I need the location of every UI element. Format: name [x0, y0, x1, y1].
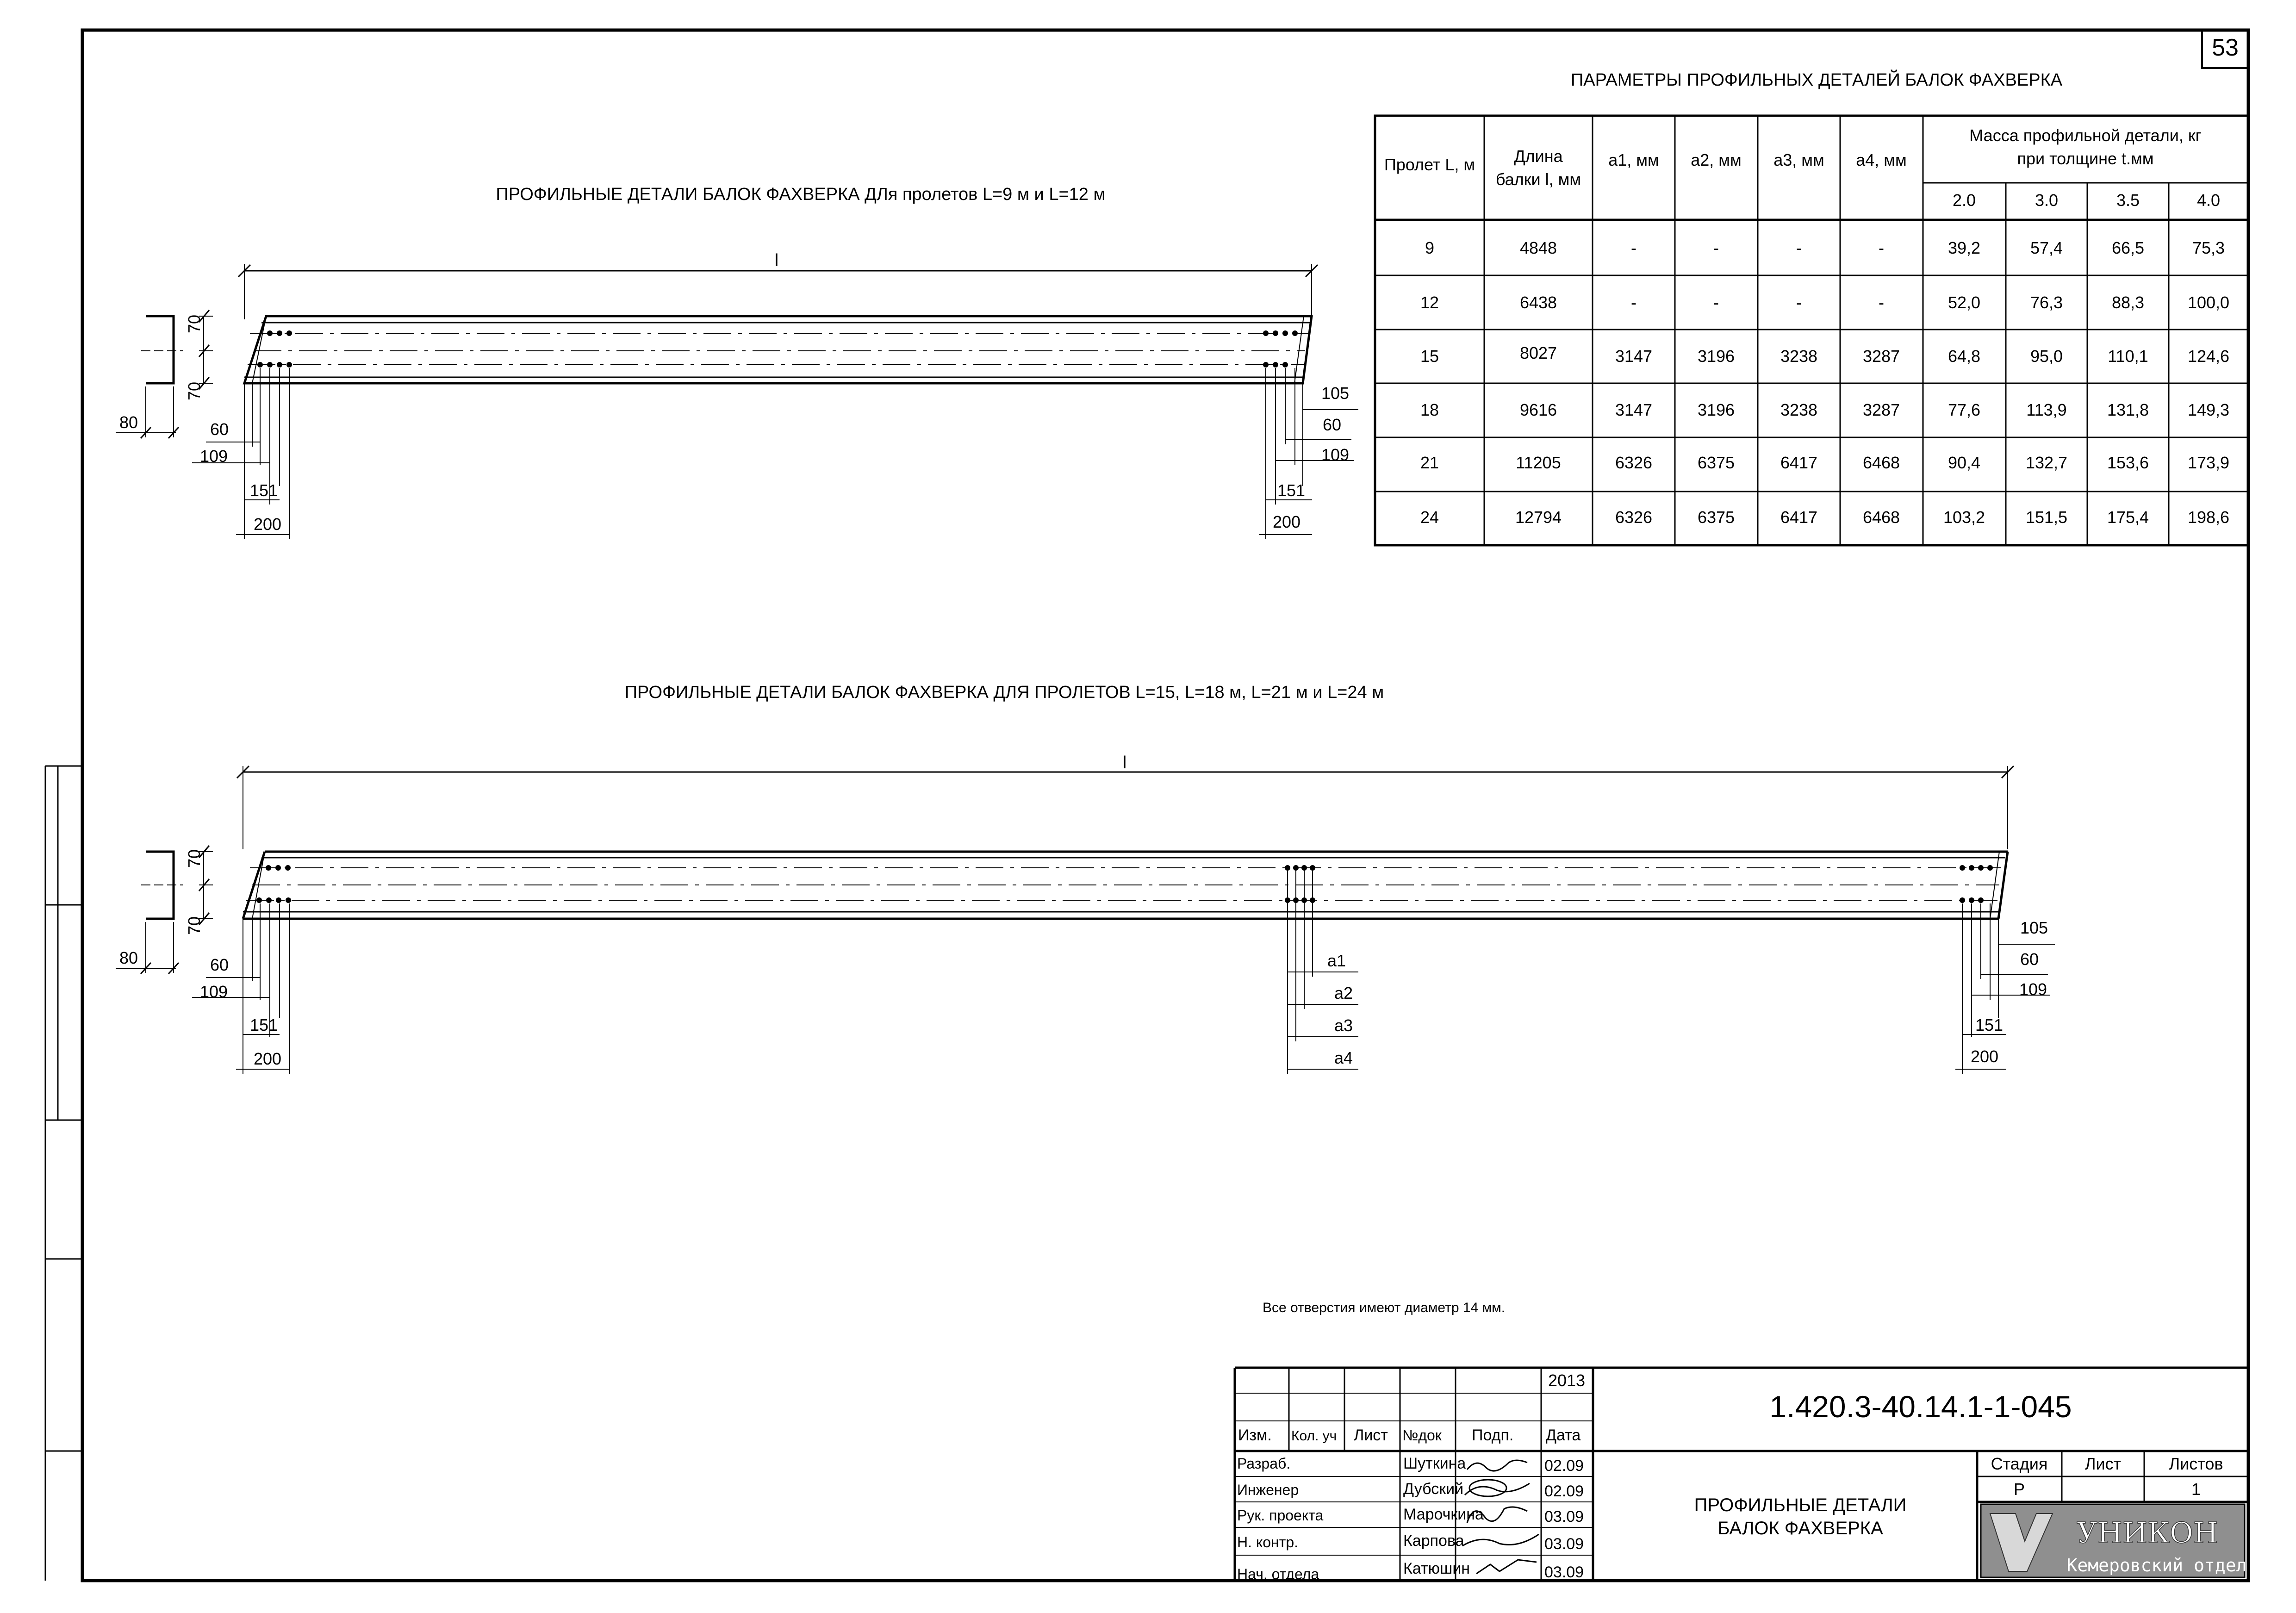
header-length-2: балки l, мм — [1495, 170, 1581, 189]
svg-text:109: 109 — [2019, 980, 2047, 999]
svg-text:-: - — [1631, 238, 1636, 257]
svg-text:6375: 6375 — [1697, 453, 1735, 472]
header-mass-1: Масса профильной детали, кг — [1969, 126, 2202, 145]
svg-text:3147: 3147 — [1615, 347, 1653, 366]
svg-text:6438: 6438 — [1519, 293, 1557, 312]
svg-text:6326: 6326 — [1615, 508, 1653, 527]
svg-text:9: 9 — [1425, 238, 1435, 257]
svg-text:03.09: 03.09 — [1544, 1508, 1584, 1526]
svg-text:03.09: 03.09 — [1544, 1563, 1584, 1581]
svg-text:151: 151 — [1277, 481, 1306, 500]
svg-text:39,2: 39,2 — [1948, 238, 1981, 257]
svg-text:Карпова: Карпова — [1403, 1532, 1464, 1550]
svg-text:70: 70 — [185, 849, 204, 868]
svg-text:3147: 3147 — [1615, 400, 1653, 419]
svg-text:8027: 8027 — [1519, 343, 1557, 362]
svg-text:-: - — [1879, 293, 1884, 312]
svg-text:64,8: 64,8 — [1948, 347, 1981, 366]
svg-text:11205: 11205 — [1516, 453, 1561, 472]
svg-text:12: 12 — [1420, 293, 1439, 312]
header-mass-2: при толщине t.мм — [2017, 149, 2154, 168]
svg-text:110,1: 110,1 — [2108, 347, 2148, 366]
svg-text:Кол. уч: Кол. уч — [1291, 1428, 1337, 1444]
svg-text:-: - — [1796, 238, 1802, 257]
holes-note: Все отверстия имеют диаметр 14 мм. — [1263, 1300, 1506, 1315]
svg-text:70: 70 — [185, 314, 204, 334]
svg-text:a2: a2 — [1334, 984, 1353, 1003]
svg-text:15: 15 — [1420, 347, 1439, 366]
svg-text:80: 80 — [119, 413, 138, 432]
svg-text:Нач. отдела: Нач. отдела — [1237, 1566, 1319, 1582]
svg-text:l: l — [1122, 753, 1127, 772]
svg-text:Дата: Дата — [1546, 1426, 1581, 1444]
svg-text:105: 105 — [2020, 918, 2048, 937]
svg-text:3287: 3287 — [1862, 347, 1900, 366]
svg-text:3238: 3238 — [1780, 347, 1818, 366]
svg-text:77,6: 77,6 — [1948, 400, 1981, 419]
svg-text:76,3: 76,3 — [2030, 293, 2063, 312]
svg-text:95,0: 95,0 — [2030, 347, 2063, 366]
svg-text:24: 24 — [1420, 508, 1439, 527]
svg-text:200: 200 — [253, 515, 282, 534]
svg-text:198,6: 198,6 — [2187, 508, 2230, 527]
svg-text:109: 109 — [199, 447, 228, 466]
header-t-4-0: 4.0 — [2196, 191, 2221, 210]
svg-text:Дубский: Дубский — [1403, 1480, 1464, 1498]
company-name: УНИКОН — [2077, 1516, 2218, 1550]
params-table-title: ПАРАМЕТРЫ ПРОФИЛЬНЫХ ДЕТАЛЕЙ БАЛОК ФАХВЕРКА — [1570, 70, 2063, 90]
svg-text:l: l — [774, 251, 779, 270]
svg-text:60: 60 — [210, 955, 229, 974]
svg-text:60: 60 — [1322, 415, 1342, 434]
svg-text:Инженер: Инженер — [1237, 1482, 1299, 1498]
svg-text:109: 109 — [199, 982, 228, 1001]
svg-text:113,9: 113,9 — [2026, 400, 2067, 419]
company-dept: Кемеровский отдел — [2066, 1555, 2247, 1576]
svg-text:6375: 6375 — [1697, 508, 1735, 527]
doc-title-2: БАЛОК ФАХВЕРКА — [1717, 1518, 1883, 1538]
header-a4: a4, мм — [1856, 150, 1907, 169]
svg-text:3196: 3196 — [1697, 347, 1735, 366]
svg-text:-: - — [1879, 238, 1884, 257]
doc-code: 1.420.3-40.14.1-1-045 — [1769, 1389, 2072, 1424]
drawing-title-short-spans: ПРОФИЛЬНЫЕ ДЕТАЛИ БАЛОК ФАХВЕРКА ДЛя пролетов L=9 м и L=12 м — [496, 185, 1106, 204]
svg-text:9616: 9616 — [1519, 400, 1557, 419]
svg-text:02.09: 02.09 — [1544, 1457, 1584, 1475]
svg-text:57,4: 57,4 — [2030, 238, 2063, 257]
svg-text:173,9: 173,9 — [2187, 453, 2230, 472]
svg-text:Катюшин: Катюшин — [1403, 1560, 1470, 1577]
svg-text:149,3: 149,3 — [2187, 400, 2230, 419]
svg-text:132,7: 132,7 — [2025, 453, 2068, 472]
svg-text:Изм.: Изм. — [1238, 1426, 1272, 1444]
svg-text:70: 70 — [185, 381, 204, 401]
header-a2: a2, мм — [1691, 150, 1742, 169]
svg-text:Марочкина: Марочкина — [1403, 1506, 1484, 1523]
svg-text:52,0: 52,0 — [1948, 293, 1981, 312]
svg-text:200: 200 — [253, 1049, 282, 1068]
company-logo — [1981, 1504, 2246, 1577]
svg-text:151,5: 151,5 — [2025, 508, 2068, 527]
svg-text:75,3: 75,3 — [2192, 238, 2225, 257]
header-a1: a1, мм — [1608, 150, 1659, 169]
svg-text:60: 60 — [2020, 950, 2039, 969]
svg-text:175,4: 175,4 — [2107, 508, 2149, 527]
svg-text:-: - — [1631, 293, 1636, 312]
svg-text:60: 60 — [210, 420, 229, 439]
svg-text:70: 70 — [185, 916, 204, 935]
svg-text:-: - — [1796, 293, 1802, 312]
svg-text:105: 105 — [1321, 384, 1350, 403]
svg-text:-: - — [1713, 238, 1719, 257]
svg-text:a4: a4 — [1334, 1048, 1353, 1067]
svg-text:1: 1 — [2191, 1480, 2201, 1499]
header-length-1: Длина — [1514, 147, 1563, 166]
svg-text:21: 21 — [1420, 453, 1439, 472]
header-a3: a3, мм — [1773, 150, 1824, 169]
svg-text:a1: a1 — [1327, 951, 1346, 970]
svg-text:18: 18 — [1420, 400, 1439, 419]
svg-text:103,2: 103,2 — [1943, 508, 1985, 527]
svg-text:3238: 3238 — [1780, 400, 1818, 419]
year: 2013 — [1548, 1371, 1586, 1390]
svg-text:109: 109 — [1321, 445, 1350, 464]
svg-text:200: 200 — [1272, 512, 1301, 531]
svg-text:Лист: Лист — [2084, 1454, 2122, 1473]
svg-text:131,8: 131,8 — [2107, 400, 2149, 419]
svg-text:124,6: 124,6 — [2187, 347, 2230, 366]
svg-text:Шуткина: Шуткина — [1403, 1455, 1466, 1472]
svg-text:88,3: 88,3 — [2111, 293, 2145, 312]
svg-text:6468: 6468 — [1862, 508, 1900, 527]
svg-text:100,0: 100,0 — [2187, 293, 2230, 312]
svg-text:6417: 6417 — [1780, 508, 1818, 527]
svg-text:03.09: 03.09 — [1544, 1535, 1584, 1553]
svg-text:Р: Р — [2013, 1480, 2025, 1499]
svg-text:Н. контр.: Н. контр. — [1237, 1534, 1299, 1551]
svg-text:6417: 6417 — [1780, 453, 1818, 472]
svg-text:153,6: 153,6 — [2107, 453, 2149, 472]
drawing-title-long-spans: ПРОФИЛЬНЫЕ ДЕТАЛИ БАЛОК ФАХВЕРКА ДЛЯ ПРОЛЕТОВ L=15, L=18 м, L=21 м и L=24 м — [624, 683, 1384, 702]
header-span: Пролет L, м — [1384, 155, 1475, 174]
header-t-2-0: 2.0 — [1952, 191, 1976, 210]
svg-text:Стадия: Стадия — [1991, 1454, 2048, 1473]
svg-text:4848: 4848 — [1519, 238, 1557, 257]
svg-text:80: 80 — [119, 948, 138, 967]
svg-text:200: 200 — [1970, 1047, 1999, 1066]
svg-text:Рук. проекта: Рук. проекта — [1237, 1507, 1324, 1524]
svg-text:3287: 3287 — [1862, 400, 1900, 419]
svg-text:Разраб.: Разраб. — [1237, 1455, 1291, 1472]
svg-text:02.09: 02.09 — [1544, 1482, 1584, 1500]
svg-text:6468: 6468 — [1862, 453, 1900, 472]
svg-text:151: 151 — [249, 481, 278, 500]
header-t-3-5: 3.5 — [2116, 191, 2140, 210]
svg-text:12794: 12794 — [1515, 508, 1562, 527]
svg-text:Подп.: Подп. — [1472, 1426, 1514, 1444]
svg-text:151: 151 — [1975, 1015, 2004, 1034]
svg-text:90,4: 90,4 — [1948, 453, 1981, 472]
header-t-3-0: 3.0 — [2035, 191, 2059, 210]
sheet-number: 53 — [2212, 34, 2239, 61]
doc-title-1: ПРОФИЛЬНЫЕ ДЕТАЛИ — [1694, 1495, 1907, 1515]
svg-text:Листов: Листов — [2169, 1454, 2223, 1473]
svg-text:6326: 6326 — [1615, 453, 1653, 472]
svg-text:3196: 3196 — [1697, 400, 1735, 419]
svg-text:№док: №док — [1402, 1427, 1442, 1444]
svg-text:-: - — [1713, 293, 1719, 312]
svg-text:66,5: 66,5 — [2111, 238, 2145, 257]
svg-text:Лист: Лист — [1354, 1426, 1388, 1444]
svg-text:a3: a3 — [1334, 1016, 1353, 1035]
svg-text:151: 151 — [249, 1015, 278, 1034]
